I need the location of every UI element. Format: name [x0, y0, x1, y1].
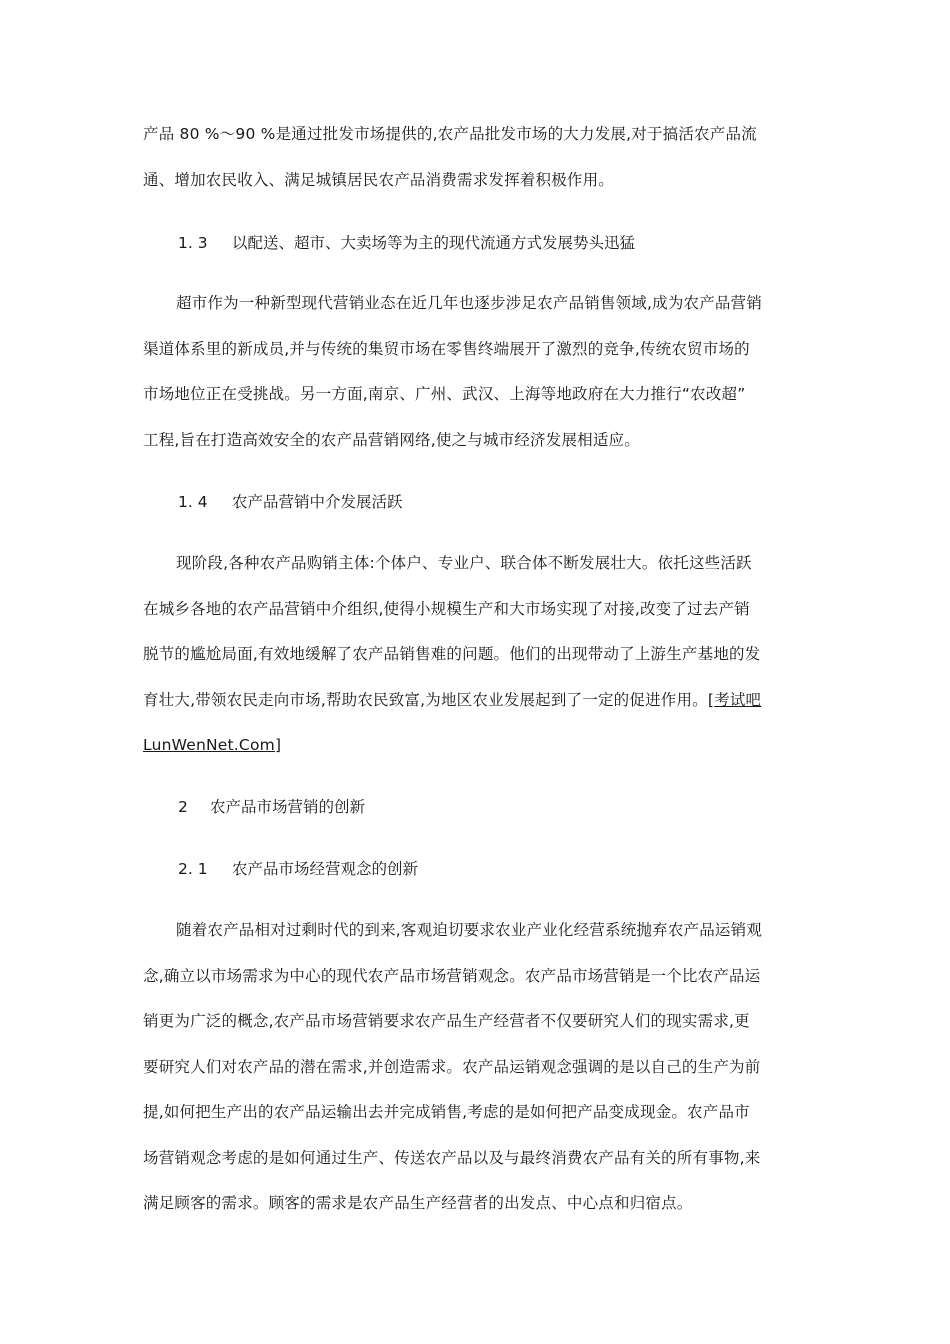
- text-fragment: 育壮大,带领农民走向市场,帮助农民致富,为地区农业发展起到了一定的促进作用。[: [143, 690, 715, 709]
- paragraph-marketing-concept: [143, 908, 807, 1227]
- section-number: 1. 3: [178, 234, 208, 252]
- section-title: 以配送、超市、大卖场等为主的现代流通方式发展势头迅猛: [232, 234, 636, 252]
- text-line: 脱节的尴尬局面,有效地缓解了农产品销售难的问题。他们的出现带动了上游生产基地的发: [143, 645, 761, 663]
- section-title: 农产品市场经营观念的创新: [232, 860, 419, 878]
- section-title: 农产品营销中介发展活跃: [232, 493, 403, 511]
- section-number: 2: [178, 798, 188, 816]
- source-link[interactable]: 考试吧: [714, 690, 762, 709]
- text-line: 要研究人们对农产品的潜在需求,并创造需求。农产品运销观念强调的是以自己的生产为前: [143, 1057, 761, 1076]
- section-heading-2: [178, 795, 365, 819]
- paragraph-wholesale-market: [143, 112, 807, 203]
- text-line: 现阶段,各种农产品购销主体:个体户、专业户、联合体不断发展壮大。依托这些活跃: [176, 554, 752, 572]
- paragraph-supermarket: [143, 281, 807, 463]
- text-line: 超市作为一种新型现代营销业态在近几年也逐步涉足农产品销售领域,成为农产品营销: [176, 294, 763, 312]
- text-line: 随着农产品相对过剩时代的到来,客观迫切要求农业产业化经营系统抛弃农产品运销观: [176, 921, 763, 939]
- paragraph-marketing-intermediaries: [143, 541, 807, 769]
- section-number: 2. 1: [178, 860, 208, 878]
- section-heading-2-1: [178, 857, 418, 881]
- text-line: [143, 678, 807, 724]
- text-fragment: ]: [274, 736, 282, 754]
- text-line: 念,确立以市场需求为中心的现代农产品市场营销观念。农产品市场营销是一个比农产品运: [143, 966, 761, 985]
- section-heading-1-4: [178, 490, 403, 514]
- text-line: 市场地位正在受挑战。另一方面,南京、广州、武汉、上海等地政府在大力推行“农改超”: [143, 385, 746, 403]
- text-line: 场营销观念考虑的是如何通过生产、传送农产品以及与最终消费农产品有关的所有事物,来: [143, 1148, 761, 1167]
- section-number: 1. 4: [178, 493, 208, 511]
- text-line: 渠道体系里的新成员,并与传统的集贸市场在零售终端展开了激烈的竞争,传统农贸市场的: [143, 339, 750, 358]
- text-line: 在城乡各地的农产品营销中介组织,使得小规模生产和大市场实现了对接,改变了过去产销: [143, 599, 750, 618]
- text-line: 产品 80 %～90 %是通过批发市场提供的,农产品批发市场的大力发展,对于搞活农产品流: [143, 125, 757, 143]
- text-line: [143, 723, 807, 769]
- text-line: 满足顾客的需求。顾客的需求是农产品生产经营者的出发点、中心点和归宿点。: [143, 1194, 693, 1212]
- text-line: 销更为广泛的概念,农产品市场营销要求农产品生产经营者不仅要研究人们的现实需求,更: [143, 1012, 750, 1030]
- section-title: 农产品市场营销的创新: [210, 798, 366, 816]
- text-line: 通、增加农民收入、满足城镇居民农产品消费需求发挥着积极作用。: [143, 170, 615, 189]
- section-heading-1-3: [178, 231, 635, 255]
- source-link[interactable]: LunWenNet.Com: [143, 736, 275, 754]
- text-line: 工程,旨在打造高效安全的农产品营销网络,使之与城市经济发展相适应。: [143, 430, 640, 449]
- text-line: 提,如何把生产出的农产品运输出去并完成销售,考虑的是如何把产品变成现金。农产品市: [143, 1103, 750, 1121]
